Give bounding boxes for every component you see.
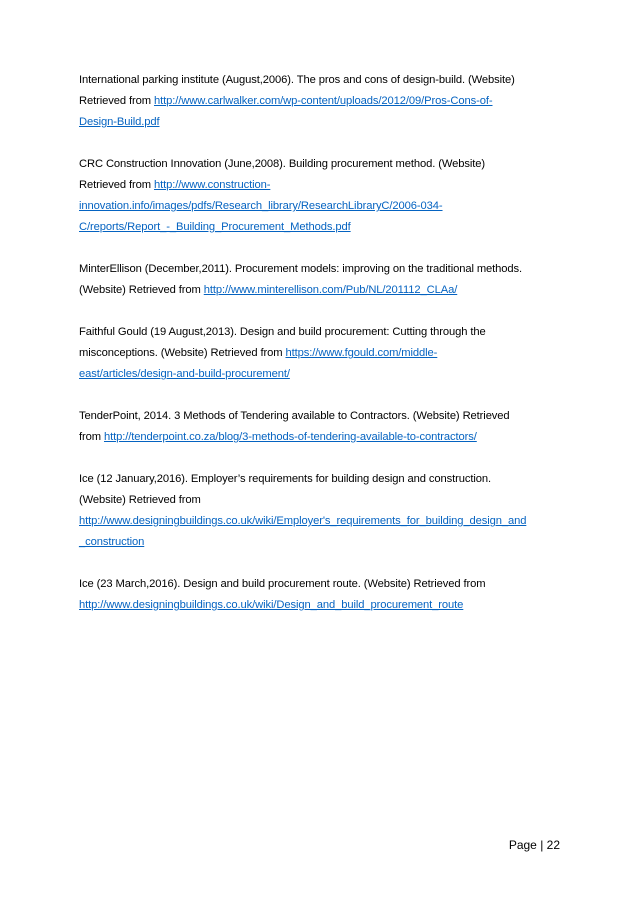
reference-text: TenderPoint, 2014. 3 Methods of Tendering available to Contractors. (Website) Retrieved (79, 410, 510, 422)
reference-text (79, 427, 569, 448)
reference-link[interactable]: http://www.minterellison.com/Pub/NL/201112_CLAa/ (203, 284, 458, 296)
reference-link[interactable]: http://www.designingbuildings.co.uk/wiki/Design_and_build_procurement_route (79, 599, 464, 611)
reference-link[interactable]: http://www.designingbuildings.co.uk/wiki/Employer's_requirements_for_building_design_and (79, 515, 527, 527)
reference-text (79, 91, 569, 112)
reference-item (79, 154, 569, 238)
page-number: Page | 22 (508, 838, 560, 852)
reference-item (79, 406, 569, 448)
reference-text: (Website) Retrieved from (79, 494, 201, 506)
reference-link[interactable]: http://www.carlwalker.com/wp-content/uploads/2012/09/Pros-Cons-of- (153, 95, 493, 107)
reference-item (79, 574, 569, 616)
reference-link[interactable]: https://www.fgould.com/middle- (285, 347, 438, 359)
reference-list (79, 70, 569, 637)
reference-link[interactable]: http://www.construction- (153, 179, 271, 191)
reference-link[interactable]: east/articles/design-and-build-procurement/ (79, 368, 290, 380)
reference-item (79, 469, 569, 553)
reference-link[interactable]: http://tenderpoint.co.za/blog/3-methods-of-tendering-available-to-contractors/ (103, 431, 477, 443)
reference-text: Ice (12 January,2016). Employer’s requirements for building design and construction. (79, 473, 491, 485)
retrieved-label: Retrieved from (79, 95, 154, 107)
reference-text: CRC Construction Innovation (June,2008). Building procurement method. (Website) (79, 158, 486, 170)
reference-link[interactable]: innovation.info/images/pdfs/Research_library/ResearchLibraryC/2006-034- (79, 200, 443, 212)
retrieved-label: misconceptions. (Website) Retrieved from (79, 347, 286, 359)
reference-text: Ice (23 March,2016). Design and build procurement route. (Website) Retrieved from (79, 578, 486, 590)
retrieved-label: from (79, 431, 104, 443)
reference-text: Faithful Gould (19 August,2013). Design and build procurement: Cutting through the (79, 326, 486, 338)
reference-item (79, 259, 569, 301)
retrieved-label: (Website) Retrieved from (79, 284, 204, 296)
reference-text (79, 280, 569, 301)
reference-item (79, 322, 569, 385)
reference-link[interactable]: C/reports/Report_-_Building_Procurement_Methods.pdf (79, 221, 351, 233)
reference-text: International parking institute (August,2006). The pros and cons of design-build. (Website) (79, 74, 515, 86)
reference-link[interactable]: Design-Build.pdf (79, 116, 160, 128)
reference-item (79, 70, 569, 133)
reference-link[interactable]: _construction (79, 536, 145, 548)
reference-text: MinterEllison (December,2011). Procurement models: improving on the traditional methods. (79, 263, 523, 275)
reference-text (79, 343, 569, 364)
retrieved-label: Retrieved from (79, 179, 154, 191)
reference-text (79, 175, 569, 196)
